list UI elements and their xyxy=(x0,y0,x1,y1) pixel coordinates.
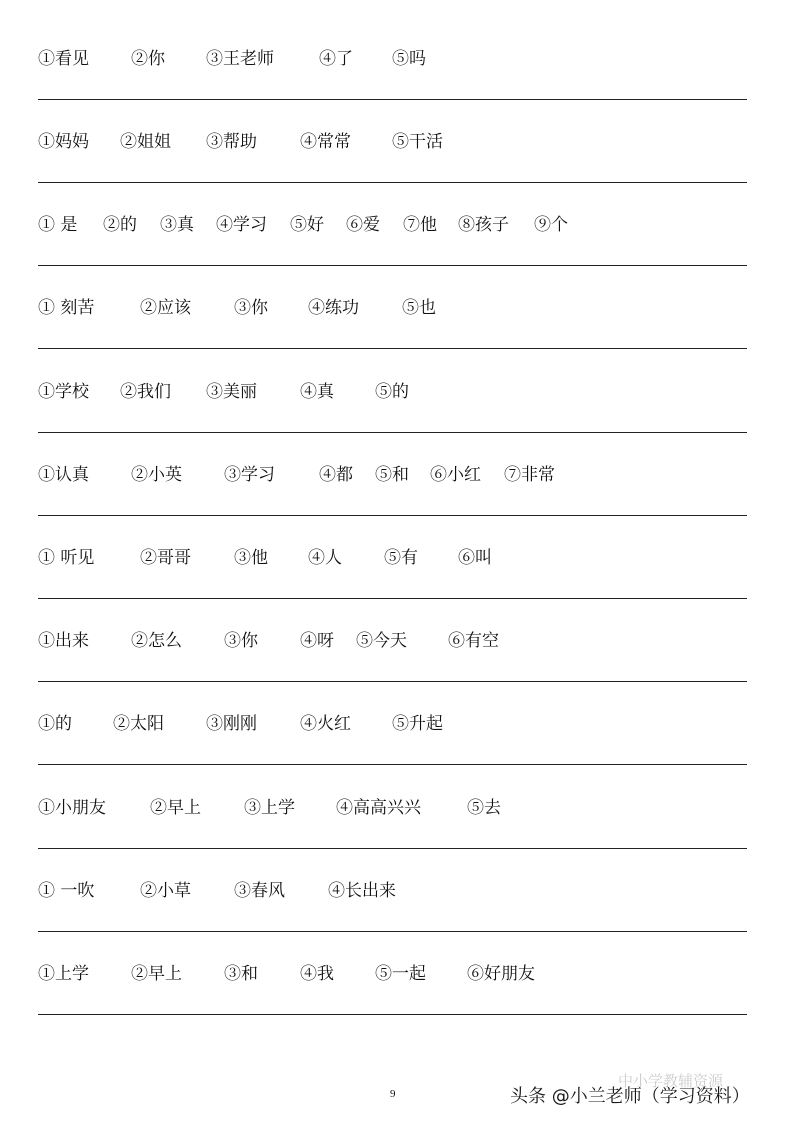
word-item: ③和 xyxy=(224,964,258,984)
word-item: ②早上 xyxy=(150,798,201,818)
exercise-row xyxy=(38,712,748,772)
word-item: ①看见 xyxy=(38,49,89,69)
exercise-row xyxy=(38,380,748,440)
exercise-row xyxy=(38,296,748,356)
word-item: ②小草 xyxy=(140,881,191,901)
exercise-row xyxy=(38,47,748,107)
word-item: ④我 xyxy=(300,964,334,984)
word-item: ②早上 xyxy=(131,964,182,984)
answer-line xyxy=(38,265,747,266)
word-item: ③春风 xyxy=(234,881,285,901)
word-item: ①出来 xyxy=(38,631,89,651)
word-item: ④长出来 xyxy=(328,881,396,901)
word-item: ①认真 xyxy=(38,465,89,485)
word-item: ⑤和 xyxy=(375,465,409,485)
word-item: ②怎么 xyxy=(131,631,182,651)
word-item: ① 刻苦 xyxy=(38,298,95,318)
exercise-row xyxy=(38,796,748,856)
word-item: ④常常 xyxy=(300,132,351,152)
exercise-row xyxy=(38,130,748,190)
word-item: ① 一吹 xyxy=(38,881,95,901)
word-item: ⑥有空 xyxy=(448,631,499,651)
exercise-row xyxy=(38,463,748,523)
word-item: ②的 xyxy=(103,215,137,235)
word-item: ②哥哥 xyxy=(140,548,191,568)
word-item: ②你 xyxy=(131,49,165,69)
word-item: ③上学 xyxy=(244,798,295,818)
word-item: ④高高兴兴 xyxy=(336,798,421,818)
word-item: ③美丽 xyxy=(206,382,257,402)
word-item: ⑤好 xyxy=(290,215,324,235)
word-item: ③真 xyxy=(160,215,194,235)
word-item: ③刚刚 xyxy=(206,714,257,734)
answer-line xyxy=(38,764,747,765)
word-item: ⑥叫 xyxy=(458,548,492,568)
word-item: ⑤的 xyxy=(375,382,409,402)
word-item: ⑤吗 xyxy=(392,49,426,69)
word-item: ④都 xyxy=(319,465,353,485)
word-item: ⑥好朋友 xyxy=(467,964,535,984)
word-item: ②太阳 xyxy=(113,714,164,734)
word-item: ⑤干活 xyxy=(392,132,443,152)
watermark: 头条 @小兰老师（学习资料） xyxy=(510,1086,750,1107)
answer-line xyxy=(38,515,747,516)
word-item: ⑥爱 xyxy=(346,215,380,235)
word-item: ①小朋友 xyxy=(38,798,106,818)
answer-line xyxy=(38,348,747,349)
word-item: ⑧孩子 xyxy=(458,215,509,235)
word-item: ②我们 xyxy=(120,382,171,402)
word-item: ①的 xyxy=(38,714,72,734)
word-item: ③你 xyxy=(224,631,258,651)
word-item: ① 听见 xyxy=(38,548,95,568)
exercise-row xyxy=(38,213,748,273)
word-item: ①妈妈 xyxy=(38,132,89,152)
word-item: ②小英 xyxy=(131,465,182,485)
word-item: ① 是 xyxy=(38,215,78,235)
word-item: ③他 xyxy=(234,548,268,568)
word-item: ⑤今天 xyxy=(356,631,407,651)
exercise-row xyxy=(38,962,748,1022)
word-item: ③学习 xyxy=(224,465,275,485)
word-item: ③帮助 xyxy=(206,132,257,152)
word-item: ③王老师 xyxy=(206,49,274,69)
watermark-faint: 中小学教辅资源 xyxy=(618,1072,724,1090)
word-item: ④练功 xyxy=(308,298,359,318)
word-item: ④学习 xyxy=(216,215,267,235)
answer-line xyxy=(38,598,747,599)
word-item: ⑨个 xyxy=(534,215,568,235)
word-item: ③你 xyxy=(234,298,268,318)
word-item: ④人 xyxy=(308,548,342,568)
word-item: ②姐姐 xyxy=(120,132,171,152)
word-item: ④了 xyxy=(319,49,353,69)
word-item: ④真 xyxy=(300,382,334,402)
answer-line xyxy=(38,432,747,433)
word-item: ①学校 xyxy=(38,382,89,402)
answer-line xyxy=(38,182,747,183)
exercise-row xyxy=(38,629,748,689)
answer-line xyxy=(38,1014,747,1015)
word-item: ⑦非常 xyxy=(504,465,555,485)
answer-line xyxy=(38,681,747,682)
answer-line xyxy=(38,848,747,849)
word-item: ⑤一起 xyxy=(375,964,426,984)
word-item: ①上学 xyxy=(38,964,89,984)
word-item: ⑥小红 xyxy=(430,465,481,485)
word-item: ⑦他 xyxy=(403,215,437,235)
word-item: ④呀 xyxy=(300,631,334,651)
word-item: ⑤也 xyxy=(402,298,436,318)
page-number: 9 xyxy=(390,1088,396,1100)
answer-line xyxy=(38,931,747,932)
exercise-row xyxy=(38,546,748,606)
exercise-row xyxy=(38,879,748,939)
word-item: ⑤去 xyxy=(467,798,501,818)
word-item: ⑤有 xyxy=(384,548,418,568)
word-item: ④火红 xyxy=(300,714,351,734)
word-item: ⑤升起 xyxy=(392,714,443,734)
answer-line xyxy=(38,99,747,100)
word-item: ②应该 xyxy=(140,298,191,318)
